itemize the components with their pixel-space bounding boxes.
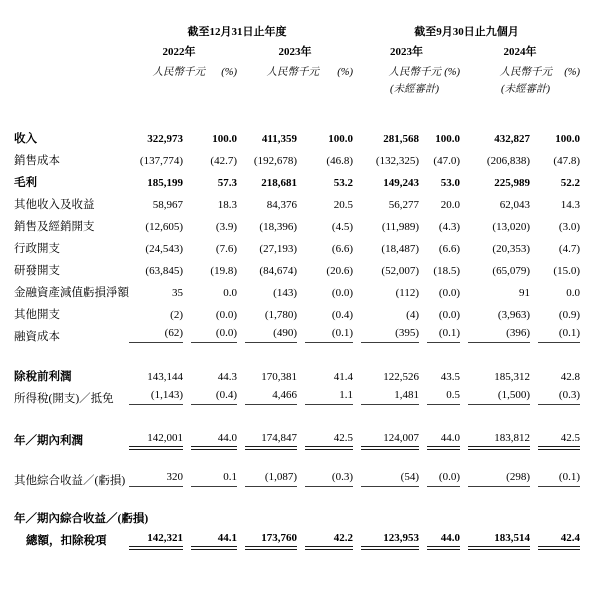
cell-value: 218,681 bbox=[261, 177, 297, 189]
row-label: 行政開支 bbox=[14, 242, 60, 255]
row-label: 所得稅(開支)／抵免 bbox=[14, 392, 114, 405]
cell-value: (54) bbox=[353, 465, 419, 487]
cell-value: 123,953 bbox=[353, 525, 419, 547]
cell-value: 185,312 bbox=[494, 371, 530, 383]
row-label: 融資成本 bbox=[14, 330, 60, 343]
period-group-9m: 截至9月30日止九個月 bbox=[414, 26, 519, 38]
cell-value: (0.1) bbox=[530, 465, 580, 487]
col-head-amount-2: 人民幣千元 bbox=[266, 66, 319, 78]
row-label: 年／期內利潤 bbox=[14, 434, 83, 447]
cell-value: (7.6) bbox=[215, 243, 237, 255]
table-row bbox=[14, 383, 580, 405]
cell-value: 35 bbox=[172, 287, 183, 299]
cell-value: 320 bbox=[121, 465, 183, 487]
cell-value: 53.0 bbox=[440, 177, 460, 189]
cell-value: (6.6) bbox=[438, 243, 460, 255]
cell-value: 225,989 bbox=[494, 177, 530, 189]
cell-value: 57.3 bbox=[217, 177, 237, 189]
cell-value: (15.0) bbox=[553, 265, 580, 277]
year-2024-9m: 2024年 bbox=[503, 46, 537, 58]
cell-value: 84,376 bbox=[266, 199, 297, 211]
cell-value: (4.7) bbox=[558, 243, 580, 255]
cell-value: 42.8 bbox=[560, 371, 580, 383]
cell-value: (0.3) bbox=[297, 465, 353, 487]
cell-value: 42.5 bbox=[530, 425, 580, 447]
cell-value: (0.0) bbox=[438, 287, 460, 299]
cell-value: (0.0) bbox=[331, 287, 353, 299]
cell-value: 41.4 bbox=[333, 371, 353, 383]
cell-value: (3.0) bbox=[558, 221, 580, 233]
table-row bbox=[14, 123, 580, 145]
col-head-pct-3: (%) bbox=[444, 66, 460, 78]
cell-value: (112) bbox=[395, 287, 419, 299]
cell-value: (52,007) bbox=[381, 265, 419, 277]
cell-value: (0.1) bbox=[530, 321, 580, 343]
cell-value: (396) bbox=[460, 321, 530, 343]
cell-value: 322,973 bbox=[147, 133, 183, 145]
cell-value: 143,144 bbox=[147, 371, 183, 383]
table-header bbox=[14, 18, 580, 123]
cell-value: 43.5 bbox=[440, 371, 460, 383]
cell-value: (46.8) bbox=[326, 155, 353, 167]
cell-value: (3,963) bbox=[497, 309, 530, 321]
cell-value: 0.0 bbox=[223, 287, 237, 299]
cell-value: (192,678) bbox=[253, 155, 297, 167]
cell-value: (0.1) bbox=[419, 321, 460, 343]
table-row bbox=[14, 233, 580, 255]
row-label: 除稅前利潤 bbox=[14, 370, 72, 383]
cell-value: (0.0) bbox=[419, 465, 460, 487]
table-row bbox=[14, 525, 580, 547]
cell-value: (490) bbox=[237, 321, 297, 343]
column-head-row bbox=[14, 58, 580, 78]
cell-value: 53.2 bbox=[333, 177, 353, 189]
table-row bbox=[14, 465, 580, 487]
cell-value: 44.3 bbox=[217, 371, 237, 383]
cell-value: (2) bbox=[170, 309, 183, 321]
cell-value: (137,774) bbox=[139, 155, 183, 167]
cell-value: (13,020) bbox=[492, 221, 530, 233]
row-label: 收入 bbox=[14, 132, 37, 145]
row-label: 銷售成本 bbox=[14, 154, 60, 167]
col-head-pct-4: (%) bbox=[564, 66, 580, 78]
cell-value: 281,568 bbox=[383, 133, 419, 145]
year-2023-9m: 2023年 bbox=[390, 46, 423, 58]
table-row bbox=[14, 321, 580, 343]
table-row bbox=[14, 299, 580, 321]
row-label: 研發開支 bbox=[14, 264, 60, 277]
cell-value: 20.5 bbox=[333, 199, 353, 211]
cell-value: 52.2 bbox=[560, 177, 580, 189]
cell-value: (4.5) bbox=[331, 221, 353, 233]
table-row bbox=[14, 503, 580, 525]
cell-value: 100.0 bbox=[555, 133, 580, 145]
year-2022: 2022年 bbox=[162, 46, 196, 58]
cell-value: 183,514 bbox=[460, 525, 530, 547]
cell-value: 100.0 bbox=[435, 133, 460, 145]
year-row bbox=[14, 38, 580, 58]
cell-value: (298) bbox=[460, 465, 530, 487]
cell-value: (42.7) bbox=[210, 155, 237, 167]
table-row bbox=[14, 255, 580, 277]
row-label: 金融資產減值虧損淨額 bbox=[14, 286, 129, 299]
table-row bbox=[14, 189, 580, 211]
cell-value: (20.6) bbox=[326, 265, 353, 277]
cell-value: (18,487) bbox=[381, 243, 419, 255]
cell-value: (47.8) bbox=[553, 155, 580, 167]
cell-value: (27,193) bbox=[259, 243, 297, 255]
cell-value: (0.1) bbox=[297, 321, 353, 343]
cell-value: 42.2 bbox=[297, 525, 353, 547]
col-head-amount-3: 人民幣千元 bbox=[388, 66, 441, 78]
cell-value: 0.1 bbox=[183, 465, 237, 487]
cell-value: (6.6) bbox=[331, 243, 353, 255]
cell-value: (18.5) bbox=[433, 265, 460, 277]
cell-value: (47.0) bbox=[433, 155, 460, 167]
row-label: 其他收入及收益 bbox=[14, 198, 95, 211]
cell-value: (0.0) bbox=[215, 309, 237, 321]
row-spacer bbox=[14, 405, 580, 425]
cell-value: 170,381 bbox=[261, 371, 297, 383]
row-label: 總額，扣除稅項 bbox=[26, 534, 107, 547]
cell-value: 411,359 bbox=[261, 133, 297, 145]
row-label: 其他綜合收益／(虧損) bbox=[14, 474, 126, 487]
period-group-fy: 截至12月31日止年度 bbox=[187, 26, 287, 38]
cell-value: (84,674) bbox=[259, 265, 297, 277]
cell-value: 100.0 bbox=[328, 133, 353, 145]
cell-value: (4) bbox=[406, 309, 419, 321]
cell-value: 56,277 bbox=[388, 199, 419, 211]
cell-value: 18.3 bbox=[217, 199, 237, 211]
row-label: 銷售及經銷開支 bbox=[14, 220, 95, 233]
cell-value: 44.0 bbox=[183, 425, 237, 447]
cell-value: 20.0 bbox=[440, 199, 460, 211]
cell-value: 149,243 bbox=[383, 177, 419, 189]
cell-value: 142,321 bbox=[121, 525, 183, 547]
cell-value: 44.0 bbox=[419, 425, 460, 447]
col-head-amount-4: 人民幣千元 bbox=[499, 66, 552, 78]
cell-value: 14.3 bbox=[560, 199, 580, 211]
cell-value: 42.5 bbox=[297, 425, 353, 447]
cell-value: 432,827 bbox=[494, 133, 530, 145]
cell-value: 44.0 bbox=[419, 525, 460, 547]
cell-value: (1,500) bbox=[460, 383, 530, 405]
cell-value: (62) bbox=[121, 321, 183, 343]
unaudited-note-2: (未經審計) bbox=[501, 83, 550, 95]
cell-value: 58,967 bbox=[152, 199, 183, 211]
cell-value: (0.0) bbox=[438, 309, 460, 321]
unaudited-row bbox=[14, 78, 580, 95]
year-2023: 2023年 bbox=[278, 46, 312, 58]
cell-value: (18,396) bbox=[259, 221, 297, 233]
col-head-pct-1: (%) bbox=[221, 66, 237, 78]
cell-value: (1,780) bbox=[264, 309, 297, 321]
cell-value: (3.9) bbox=[215, 221, 237, 233]
cell-value: (0.4) bbox=[183, 383, 237, 405]
cell-value: (143) bbox=[273, 287, 297, 299]
cell-value: 1,481 bbox=[353, 383, 419, 405]
cell-value: (65,079) bbox=[492, 265, 530, 277]
table-row bbox=[14, 145, 580, 167]
cell-value: 4,466 bbox=[237, 383, 297, 405]
cell-value: (132,325) bbox=[375, 155, 419, 167]
cell-value: 91 bbox=[519, 287, 530, 299]
cell-value: 174,847 bbox=[237, 425, 297, 447]
header-gap bbox=[14, 95, 580, 123]
table-row bbox=[14, 211, 580, 233]
row-label: 其他開支 bbox=[14, 308, 60, 321]
cell-value: 142,001 bbox=[121, 425, 183, 447]
cell-value: 1.1 bbox=[297, 383, 353, 405]
row-spacer bbox=[14, 343, 580, 361]
cell-value: (0.9) bbox=[558, 309, 580, 321]
cell-value: (1,087) bbox=[237, 465, 297, 487]
cell-value: (0.3) bbox=[530, 383, 580, 405]
row-label: 毛利 bbox=[14, 176, 37, 189]
unaudited-note-1: (未經審計) bbox=[390, 83, 439, 95]
cell-value: (12,605) bbox=[145, 221, 183, 233]
cell-value: (1,143) bbox=[121, 383, 183, 405]
cell-value: 185,199 bbox=[147, 177, 183, 189]
table-row bbox=[14, 425, 580, 447]
cell-value: 124,007 bbox=[353, 425, 419, 447]
cell-value: (19.8) bbox=[210, 265, 237, 277]
cell-value: (395) bbox=[353, 321, 419, 343]
cell-value: 0.5 bbox=[419, 383, 460, 405]
cell-value: (11,989) bbox=[381, 221, 419, 233]
col-head-amount-1: 人民幣千元 bbox=[152, 66, 205, 78]
income-statement-table bbox=[14, 18, 580, 547]
cell-value: 62,043 bbox=[499, 199, 530, 211]
period-group-row bbox=[14, 18, 580, 38]
cell-value: 173,760 bbox=[237, 525, 297, 547]
table-row bbox=[14, 277, 580, 299]
row-spacer bbox=[14, 487, 580, 503]
cell-value: (206,838) bbox=[486, 155, 530, 167]
cell-value: 44.1 bbox=[183, 525, 237, 547]
cell-value: (4.3) bbox=[438, 221, 460, 233]
cell-value: (63,845) bbox=[145, 265, 183, 277]
table-body bbox=[14, 123, 580, 547]
cell-value: 0.0 bbox=[566, 287, 580, 299]
table-row bbox=[14, 361, 580, 383]
cell-value: (0.4) bbox=[331, 309, 353, 321]
row-label: 年／期內綜合收益／(虧損) bbox=[14, 512, 149, 525]
col-head-pct-2: (%) bbox=[337, 66, 353, 78]
cell-value: 122,526 bbox=[383, 371, 419, 383]
table-row bbox=[14, 167, 580, 189]
cell-value: 100.0 bbox=[212, 133, 237, 145]
cell-value: (0.0) bbox=[183, 321, 237, 343]
cell-value: (24,543) bbox=[145, 243, 183, 255]
cell-value: (20,353) bbox=[492, 243, 530, 255]
cell-value: 42.4 bbox=[530, 525, 580, 547]
cell-value: 183,812 bbox=[460, 425, 530, 447]
